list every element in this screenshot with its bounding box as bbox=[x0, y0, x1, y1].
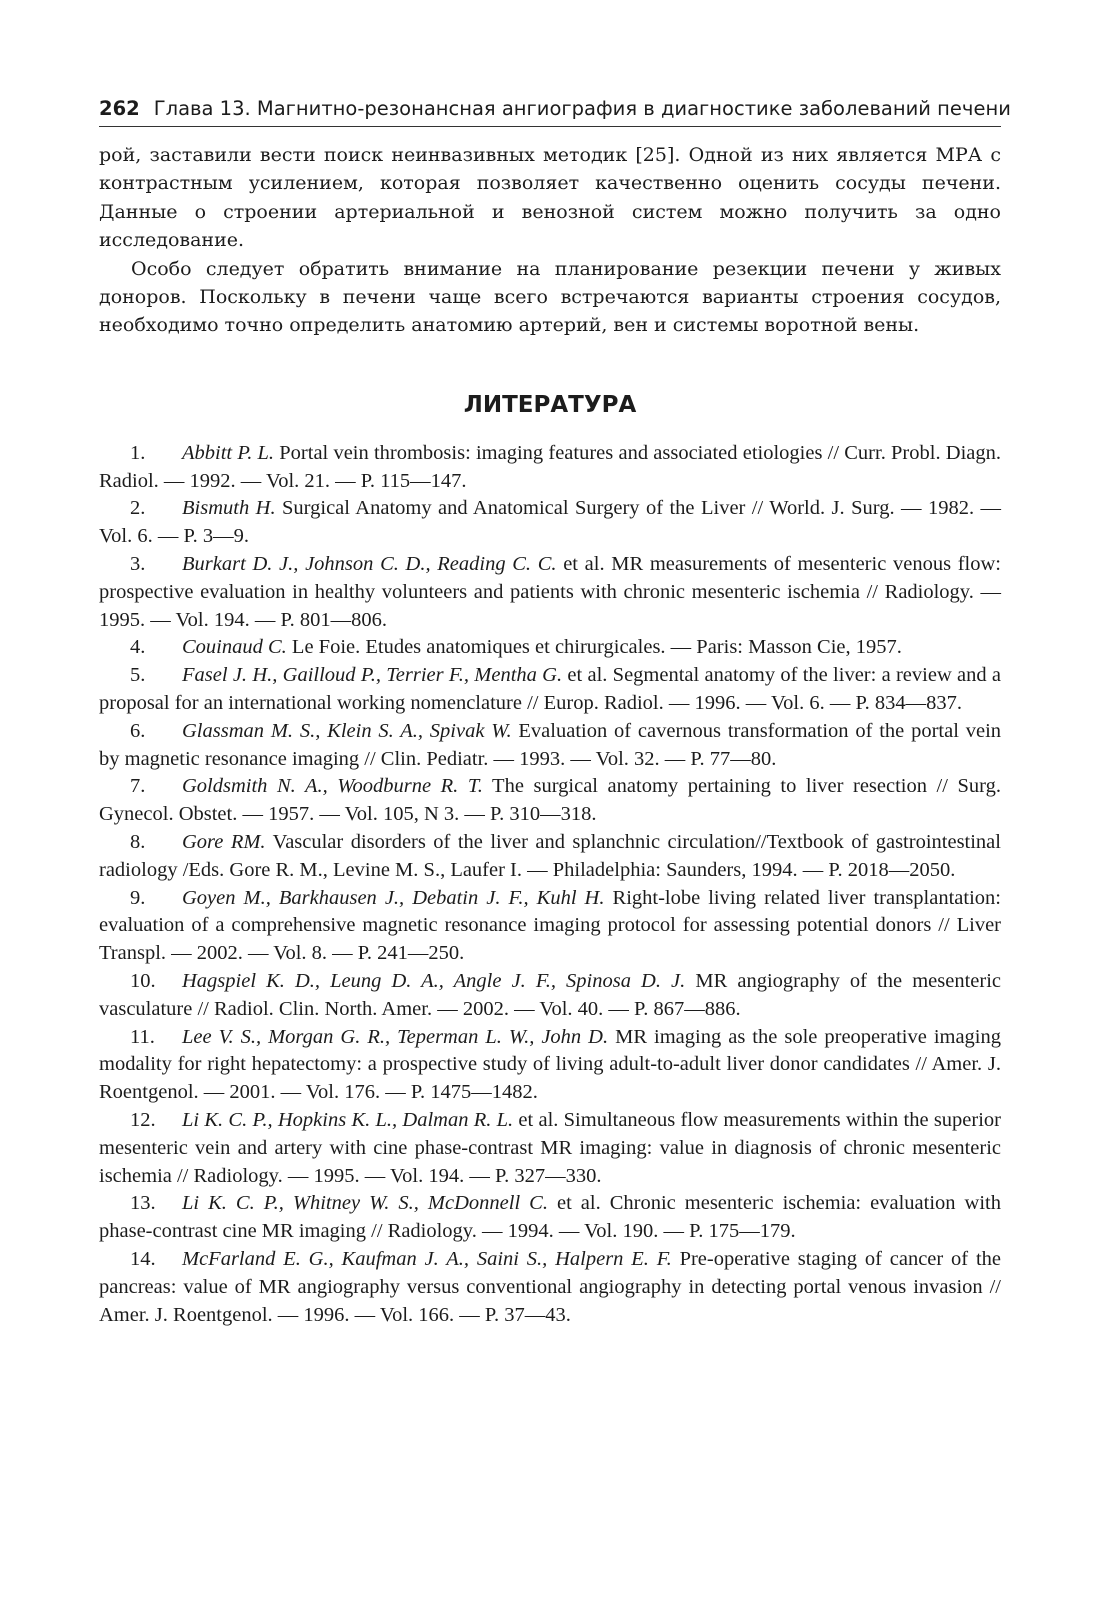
reference-text: Vascular disorders of the liver and splanchnic circulation//Textbook of gastrointestinal radiology /Eds. Gore R. M., Levine M. S., Laufer I. — Philadelphia: Saunders, 1994. — P. 2018—2050. bbox=[99, 831, 1001, 881]
reference-authors: Goldsmith N. A., Woodburne R. T. bbox=[182, 775, 483, 798]
reference-authors: McFarland E. G., Kaufman J. A., Saini S., Halpern E. F. bbox=[182, 1247, 672, 1270]
reference-text: et al. Chronic mesenteric ischemia: evaluation with phase-contrast cine MR imaging // Radiology. — 1994. — Vol. 190. — P. 175—179. bbox=[99, 1192, 1001, 1243]
reference-item bbox=[99, 634, 1001, 662]
reference-item bbox=[99, 1246, 1001, 1329]
reference-text: Portal vein thrombosis: imaging features and associated etiologies // Curr. Probl. Diagn. Radiol. — 1992. — Vol. 21. — P. 115—147. bbox=[99, 441, 1002, 492]
reference-text: MR imaging as the sole preoperative imaging modality for right hepatectomy: a prospective study of living adult-to-adult liver donor candidates // Amer. J. Roentgenol. — 2001. — Vol. 176. — P. 1475—1482. bbox=[99, 1025, 1002, 1104]
reference-number: 14. bbox=[130, 1247, 156, 1270]
reference-item bbox=[99, 885, 1001, 968]
reference-item bbox=[99, 968, 1001, 1024]
reference-item bbox=[99, 662, 1001, 718]
reference-authors: Burkart D. J., Johnson C. D., Reading C. C. bbox=[182, 553, 557, 576]
reference-authors: Li K. C. P., Hopkins K. L., Dalman R. L. bbox=[182, 1108, 514, 1131]
reference-item bbox=[99, 773, 1001, 829]
reference-item bbox=[99, 1024, 1001, 1107]
reference-authors: Bismuth H. bbox=[182, 497, 276, 520]
reference-authors: Goyen M., Barkhausen J., Debatin J. F., Kuhl H. bbox=[182, 886, 605, 909]
reference-number: 5. bbox=[130, 664, 146, 687]
reference-authors: Abbitt P. L. bbox=[182, 441, 275, 464]
reference-number: 3. bbox=[130, 553, 146, 576]
reference-text: The surgical anatomy pertaining to liver resection // Surg. Gynecol. Obstet. — 1957. — Vol. 105, N 3. — P. 310—318. bbox=[99, 775, 1001, 826]
reference-text: Pre-operative staging of cancer of the pancreas: value of MR angiography versus conventional angiography in detecting portal venous invasion // Amer. J. Roentgenol. — 1996. — Vol. 166. — P. 37—43. bbox=[99, 1247, 1001, 1326]
reference-text: et al. Segmental anatomy of the liver: a review and a proposal for an international working nomenclature // Europ. Radiol. — 1996. — Vol. 6. — P. 834—837. bbox=[99, 664, 1002, 715]
reference-number: 8. bbox=[130, 831, 146, 853]
reference-text: Surgical Anatomy and Anatomical Surgery of the Liver // World. J. Surg. — 1982. — Vol. 6. — P. 3—9. bbox=[99, 497, 1002, 548]
reference-item bbox=[99, 718, 1001, 774]
reference-text: Le Foie. Etudes anatomiques et chirurgicales. — Paris: Masson Cie, 1957. bbox=[291, 636, 902, 659]
reference-number: 13. bbox=[130, 1192, 156, 1215]
body-paragraph: Особо следует обратить внимание на планирование резекции печени у живых доноров. Поскольку в печени чаще всего встречаются варианты строения сосудов, необходимо точно определить анатомию артерий, вен и системы воротной вены. bbox=[99, 257, 1001, 337]
reference-number: 9. bbox=[130, 886, 146, 909]
body-paragraph: рой, заставили вести поиск неинвазивных методик [25]. Одной из них является МРА с контрастным усилением, которая позволяет качественно оценить сосуды печени. Данные о строении артериальной и венозной систем можно получить за одно исследование. bbox=[99, 144, 1001, 252]
reference-number: 6. bbox=[130, 719, 146, 742]
reference-item bbox=[99, 1190, 1001, 1246]
references-heading: ЛИТЕРАТУРА bbox=[463, 391, 637, 418]
reference-number: 7. bbox=[130, 775, 146, 798]
reference-authors: Lee V. S., Morgan G. R., Teperman L. W., John D. bbox=[182, 1025, 609, 1048]
reference-item bbox=[99, 440, 1001, 496]
reference-text: MR angiography of the mesenteric vasculature // Radiol. Clin. North. Amer. — 2002. — Vol. 40. — P. 867—886. bbox=[99, 969, 1001, 1020]
book-page bbox=[99, 96, 1011, 1329]
reference-authors: Gore RM. bbox=[182, 831, 266, 853]
reference-number: 4. bbox=[130, 636, 146, 659]
reference-number: 12. bbox=[130, 1108, 156, 1131]
reference-item bbox=[99, 551, 1001, 634]
chapter-title: Глава 13. Магнитно-резонансная ангиография в диагностике заболеваний печени bbox=[153, 97, 1011, 120]
page-number: 262 bbox=[99, 97, 140, 120]
reference-text: et al. Simultaneous flow measurements within the superior mesenteric vein and artery with cine phase-contrast MR imaging: value in diagnosis of chronic mesenteric ischemia // Radiology. — 1995. — Vol. 194. — P. 327—330. bbox=[99, 1108, 1002, 1187]
reference-number: 1. bbox=[130, 441, 146, 464]
reference-authors: Fasel J. H., Gailloud P., Terrier F., Mentha G. bbox=[182, 664, 563, 687]
reference-authors: Glassman M. S., Klein S. A., Spivak W. bbox=[182, 719, 512, 742]
reference-text: Right-lobe living related liver transplantation: evaluation of a comprehensive magnetic resonance imaging protocol for assessing potential donors // Liver Transpl. — 2002. — Vol. 8. — P. 241—250. bbox=[99, 886, 1001, 965]
reference-number: 2. bbox=[130, 497, 146, 520]
reference-number: 10. bbox=[130, 969, 156, 992]
reference-item bbox=[99, 829, 1001, 885]
reference-text: Evaluation of cavernous transformation of the portal vein by magnetic resonance imaging // Clin. Pediatr. — 1993. — Vol. 32. — P. 77—80. bbox=[99, 719, 1002, 770]
reference-item bbox=[99, 495, 1001, 551]
reference-number: 11. bbox=[130, 1025, 155, 1048]
reference-authors: Hagspiel K. D., Leung D. A., Angle J. F., Spinosa D. J. bbox=[182, 969, 686, 992]
reference-text: et al. MR measurements of mesenteric venous flow: prospective evaluation in healthy volunteers and patients with chronic mesenteric ischemia // Radiology. — 1995. — Vol. 194. — P. 801—806. bbox=[99, 553, 1001, 631]
reference-authors: Couinaud C. bbox=[182, 636, 287, 659]
body-text bbox=[99, 141, 1001, 340]
reference-list bbox=[99, 440, 1001, 1330]
reference-authors: Li K. C. P., Whitney W. S., McDonnell C. bbox=[182, 1192, 548, 1215]
reference-item bbox=[99, 1107, 1001, 1190]
running-header bbox=[99, 96, 1011, 127]
